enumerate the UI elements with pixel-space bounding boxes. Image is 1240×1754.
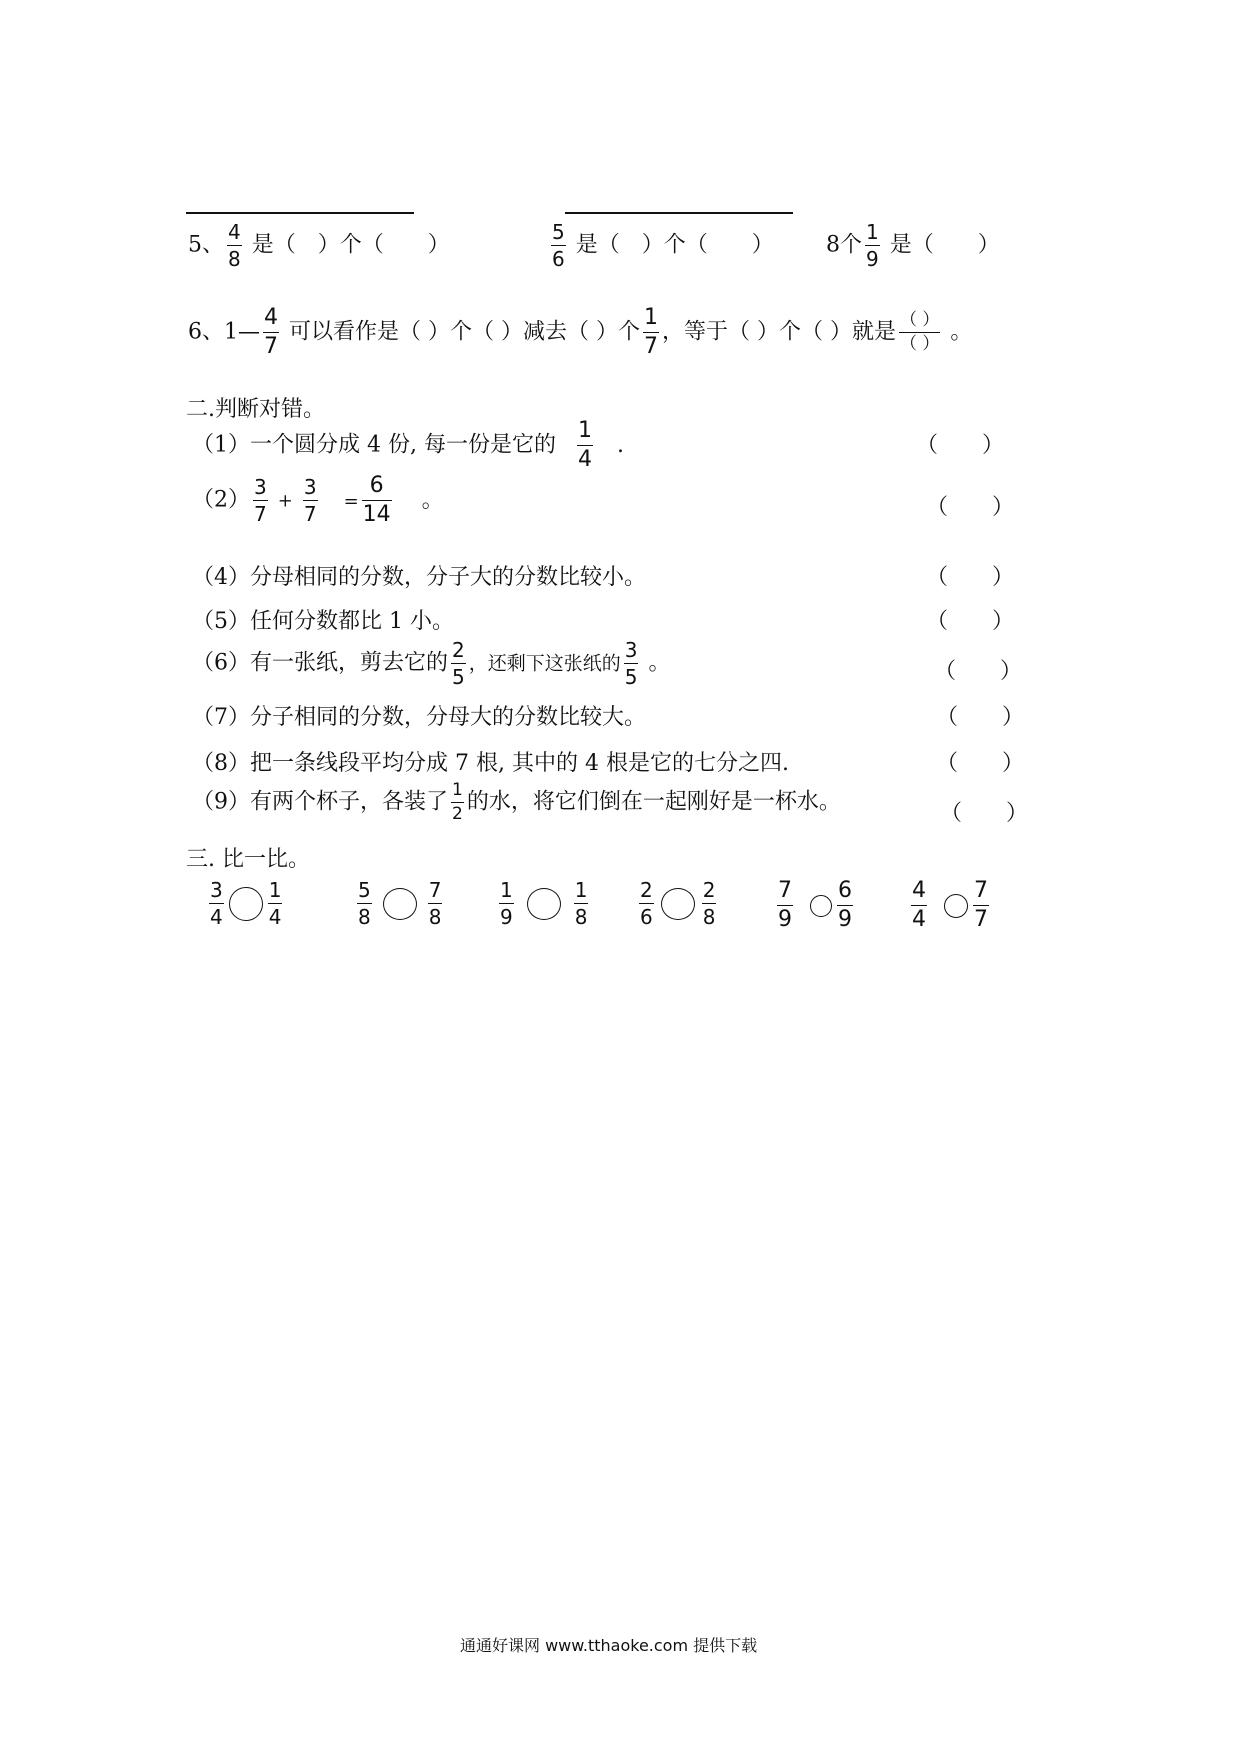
answer-paren-7[interactable]: （ ）	[936, 705, 1025, 730]
fraction: $\frac{3}{5}$	[624, 638, 638, 689]
fraction: $\frac{7}{8}$	[428, 878, 442, 929]
section2-title: 二.判断对错。	[186, 397, 325, 422]
q5-part2	[548, 222, 774, 269]
q5-part3-text: 是（ ）	[889, 232, 1000, 258]
judge-item-8: （8）把一条线段平均分成 7 根, 其中的 4 根是它的七分之四.	[192, 751, 789, 776]
answer-line-1	[186, 212, 414, 214]
compare-pair-5	[774, 880, 856, 931]
fraction: $\frac{4}{7}$	[264, 305, 278, 359]
fraction: $\frac{1}{8}$	[574, 878, 588, 929]
judge-item-4: （4）分母相同的分数，分子大的分数比较小。	[192, 565, 646, 590]
compare-circle[interactable]	[810, 895, 832, 917]
fraction: $\frac{4}{4}$	[912, 878, 926, 932]
fraction: $\frac{5}{6}$	[552, 220, 565, 271]
answer-paren-1[interactable]: （ ）	[916, 433, 1005, 458]
fraction: $\frac{7}{9}$	[778, 878, 792, 932]
answer-paren-2[interactable]: （ ）	[926, 495, 1015, 520]
blank-fraction[interactable]: $\frac{( )}{( )}$	[899, 310, 940, 354]
fraction: $\frac{6}{14}$	[362, 473, 391, 527]
compare-circle[interactable]	[944, 894, 968, 918]
answer-paren-8[interactable]: （ ）	[936, 751, 1025, 776]
answer-line-2	[565, 212, 793, 214]
compare-circle[interactable]	[229, 887, 263, 921]
q5-number: 5、	[188, 232, 224, 258]
fraction: $\frac{1}{4}$	[268, 878, 282, 929]
compare-circle[interactable]	[527, 888, 561, 920]
fraction: $\frac{3}{4}$	[210, 878, 223, 929]
fraction: $\frac{1}{7}$	[643, 305, 658, 359]
compare-pair-4	[636, 880, 719, 927]
answer-paren-4[interactable]: （ ）	[926, 565, 1015, 590]
footer-credit: 通通好课网 www.tthaoke.com 提供下载	[460, 1636, 758, 1655]
compare-pair-2	[354, 880, 445, 927]
answer-paren-6[interactable]: （ ）	[934, 659, 1023, 684]
answer-paren-9[interactable]: （ ）	[940, 801, 1029, 826]
fraction: $\frac{3}{7}$	[254, 475, 267, 526]
q6: 6、1— $\frac{4}{7}$ 可以看作是（ ）个（ ）减去（ ）个 $\frac{1}{7}$ ，等于（ ）个（ ）就是 $\frac{( )}{( )}$ 。	[188, 305, 973, 359]
compare-circle[interactable]	[383, 888, 417, 920]
fraction: $\frac{2}{6}$	[640, 878, 653, 929]
fraction: $\frac{1}{9}$	[866, 220, 879, 271]
compare-pair-3	[496, 880, 591, 927]
fraction: $\frac{7}{7}$	[974, 878, 988, 932]
fraction: $\frac{5}{8}$	[358, 878, 371, 929]
judge-item-1: （1）一个圆分成 4 份, 每一份是它的 $\frac{1}{4}$ .	[192, 418, 624, 472]
fraction: $\frac{1}{2}$	[452, 780, 463, 824]
judge-item-7: （7）分子相同的分数，分母大的分数比较大。	[192, 705, 646, 730]
fraction: $\frac{1}{4}$	[577, 418, 592, 472]
fraction: $\frac{1}{9}$	[500, 878, 513, 929]
fraction: $\frac{4}{8}$	[228, 220, 241, 271]
q5-part2-text: 是（ ）个（ ）	[575, 232, 774, 258]
judge-item-6: （6）有一张纸，剪去它的 $\frac{2}{5}$ ，还剩下这张纸的 $\frac{3}{5}$ 。	[192, 638, 671, 689]
answer-paren-5[interactable]: （ ）	[926, 609, 1015, 634]
fraction: $\frac{2}{8}$	[702, 878, 716, 929]
section3-title: 三. 比一比。	[186, 847, 310, 872]
compare-pair-1	[206, 880, 285, 927]
judge-item-9: （9）有两个杯子，各装了 $\frac{1}{2}$ 的水，将它们倒在一起刚好是一杯水。	[192, 780, 841, 824]
fraction: $\frac{3}{7}$	[303, 475, 317, 526]
fraction: $\frac{2}{5}$	[452, 638, 465, 689]
judge-item-2: （2） $\frac{3}{7}$ + $\frac{3}{7}$ = $\frac{6}{14}$ 。	[192, 473, 444, 527]
compare-pair-6	[908, 880, 992, 931]
q5-part1-text: 是（ ）个（ ）	[251, 232, 450, 258]
q5-part3: 8个 $\frac{1}{9}$ 是（ ）	[826, 220, 1000, 271]
q5-part1	[188, 222, 450, 269]
fraction: $\frac{6}{9}$	[838, 878, 852, 932]
judge-item-5: （5）任何分数都比 1 小。	[192, 609, 454, 634]
compare-circle[interactable]	[661, 888, 695, 920]
